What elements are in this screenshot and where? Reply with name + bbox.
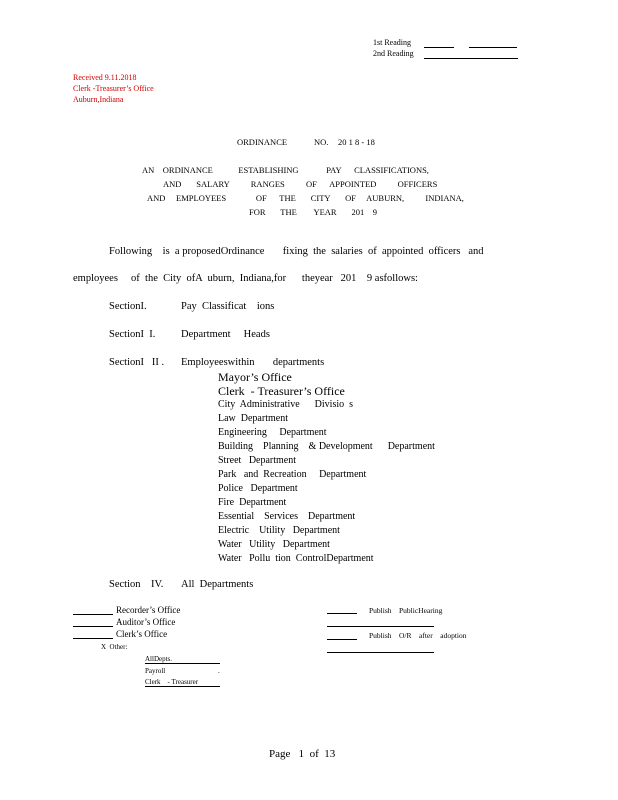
department-item: Park and Recreation Department	[218, 469, 367, 480]
auditor-blank	[73, 626, 113, 627]
section-4-label: Section IV.	[109, 579, 164, 590]
second-reading-blank	[424, 58, 518, 59]
clerk-blank	[73, 638, 113, 639]
heading-line-2: AND SALARY RANGES OF APPOINTED OFFICERS	[163, 179, 438, 189]
section-2-label: SectionI I.	[109, 329, 156, 340]
publish-hearing-blank	[327, 613, 357, 614]
section-4-title: All Departments	[181, 579, 254, 590]
department-item: Water Utility Department	[218, 539, 330, 550]
heading-line-4: FOR THE YEAR 201 9	[249, 207, 377, 217]
department-item: Law Department	[218, 413, 288, 424]
other-label: X Other:	[101, 643, 128, 651]
department-item: Police Department	[218, 483, 298, 494]
recorder-office-label: Recorder’s Office	[116, 605, 181, 615]
clerk-office-label: Clerk’s Office	[116, 629, 168, 639]
other-item-1: AllDepts.	[145, 655, 173, 663]
ordinance-no-label: NO.	[314, 137, 329, 147]
publish-adoption-label: Publish O/R after adoption	[369, 631, 467, 640]
auditor-office-label: Auditor’s Office	[116, 617, 176, 627]
received-stamp-line-2: Clerk -Treasurer’s Office	[73, 84, 154, 93]
publish-adoption-line-2	[327, 652, 434, 653]
department-item: Building Planning & Development Department	[218, 441, 435, 452]
first-reading-blank-1	[424, 47, 454, 48]
publish-hearing-label: Publish PublicHearing	[369, 606, 443, 615]
second-reading-label: 2nd Reading	[373, 49, 414, 58]
first-reading-blank-2	[469, 47, 517, 48]
department-item: City Administrative Divisio s	[218, 399, 354, 410]
publish-hearing-line-2	[327, 626, 434, 627]
department-item: Clerk - Treasurer’s Office	[218, 384, 345, 398]
ordinance-label: ORDINANCE	[237, 137, 288, 147]
section-2-title: Department Heads	[181, 329, 270, 340]
received-stamp-line-3: Auburn,Indiana	[73, 95, 124, 104]
department-item: Street Department	[218, 455, 297, 466]
recorder-blank	[73, 614, 113, 615]
intro-line-2: employees of the City ofA uburn, Indiana,for theyear 201 9 asfollows:	[73, 273, 418, 284]
department-item: Essential Services Department	[218, 511, 356, 522]
other-item-3-line	[145, 686, 220, 687]
publish-adoption-blank	[327, 639, 357, 640]
section-1-title: Pay Classificat ions	[181, 301, 275, 312]
other-item-1-line	[145, 663, 220, 664]
department-item: Electric Utility Department	[218, 525, 340, 536]
department-item: Water Pollu tion ControlDepartment	[218, 553, 374, 564]
heading-line-3: AND EMPLOYEES OF THE CITY OF AUBURN, INDIANA,	[147, 193, 464, 203]
heading-line-1: AN ORDINANCE ESTABLISHING PAY CLASSIFICATIONS,	[142, 165, 429, 175]
other-item-2-dot: .	[218, 667, 220, 675]
ordinance-number: 20 1 8 - 18	[338, 137, 375, 147]
received-stamp-line-1: Received 9.11.2018	[73, 73, 137, 82]
other-item-3: Clerk - Treasurer	[145, 678, 199, 686]
department-item: Engineering Department	[218, 427, 327, 438]
page-number: Page 1 of 13	[269, 748, 336, 760]
intro-line-1: Following is a proposedOrdinance fixing the salaries of appointed officers and	[109, 246, 484, 257]
section-3-title: Employeeswithin departments	[181, 357, 325, 368]
department-item: Mayor’s Office	[218, 370, 292, 384]
department-list	[218, 370, 435, 566]
other-item-2: Payroll	[145, 667, 166, 675]
first-reading-label: 1st Reading	[373, 38, 411, 47]
section-3-label: SectionI II .	[109, 357, 165, 368]
section-1-label: SectionI.	[109, 301, 147, 312]
department-item: Fire Department	[218, 497, 287, 508]
